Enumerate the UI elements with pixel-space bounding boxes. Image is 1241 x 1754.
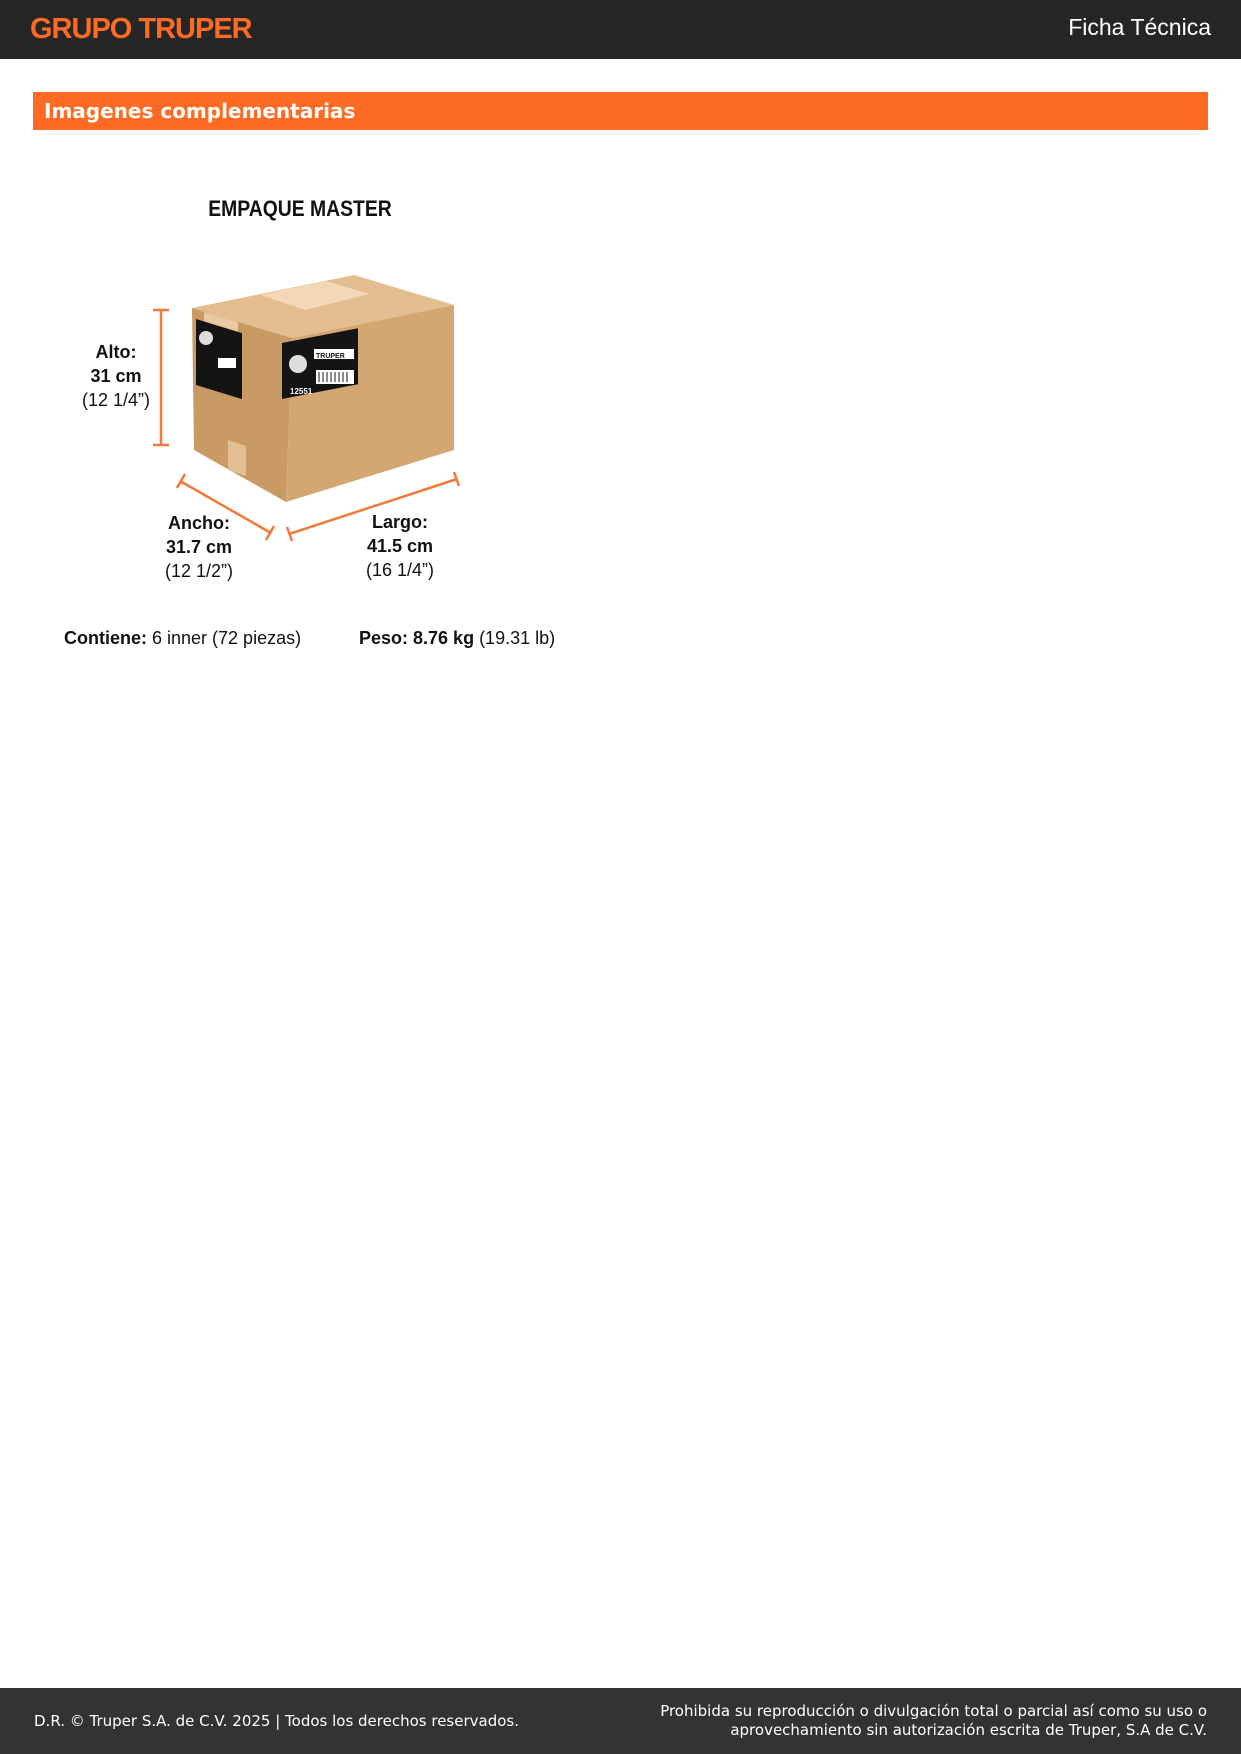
footer-bar	[0, 1688, 1241, 1754]
legal-notice-line-2: aprovechamiento sin autorización escrita de Truper, S.A de C.V.	[730, 1721, 1207, 1739]
length-value-inches: (16 1/4”)	[365, 560, 435, 580]
brand-logo: GRUPO TRUPER	[30, 13, 252, 45]
width-value-inches: (12 1/2”)	[164, 561, 234, 581]
weight-value-pounds: (19.31 lb)	[474, 628, 556, 648]
weight-label: Peso: 8.76 kg	[359, 628, 475, 648]
height-dimension	[76, 340, 156, 412]
height-label: Alto:	[95, 342, 137, 362]
cardboard-box-image	[140, 262, 470, 512]
contents-value: 6 inner (72 piezas)	[147, 628, 302, 648]
weight-info	[359, 628, 555, 649]
box-label-brand: TRUPER	[316, 353, 345, 360]
width-label: Ancho:	[168, 513, 230, 533]
copyright-text: D.R. © Truper S.A. de C.V. 2025 | Todos los derechos reservados.	[34, 1712, 519, 1730]
height-value: 31 cm	[90, 366, 142, 386]
section-title: Imagenes complementarias	[44, 99, 356, 123]
legal-notice	[660, 1702, 1207, 1740]
figure-title: EMPAQUE MASTER	[208, 196, 392, 221]
length-dimension	[350, 510, 450, 582]
contents-info	[64, 628, 301, 649]
length-label: Largo:	[372, 512, 428, 532]
contents-label: Contiene:	[64, 628, 147, 648]
width-value: 31.7 cm	[165, 537, 233, 557]
length-value: 41.5 cm	[366, 536, 434, 556]
height-value-inches: (12 1/4”)	[81, 390, 151, 410]
legal-notice-line-1: Prohibida su reproducción o divulgación total o parcial así como su uso o	[660, 1702, 1207, 1720]
document-type-title: Ficha Técnica	[1068, 14, 1211, 40]
box-label-code: 12551	[290, 387, 313, 396]
width-dimension	[149, 511, 249, 583]
